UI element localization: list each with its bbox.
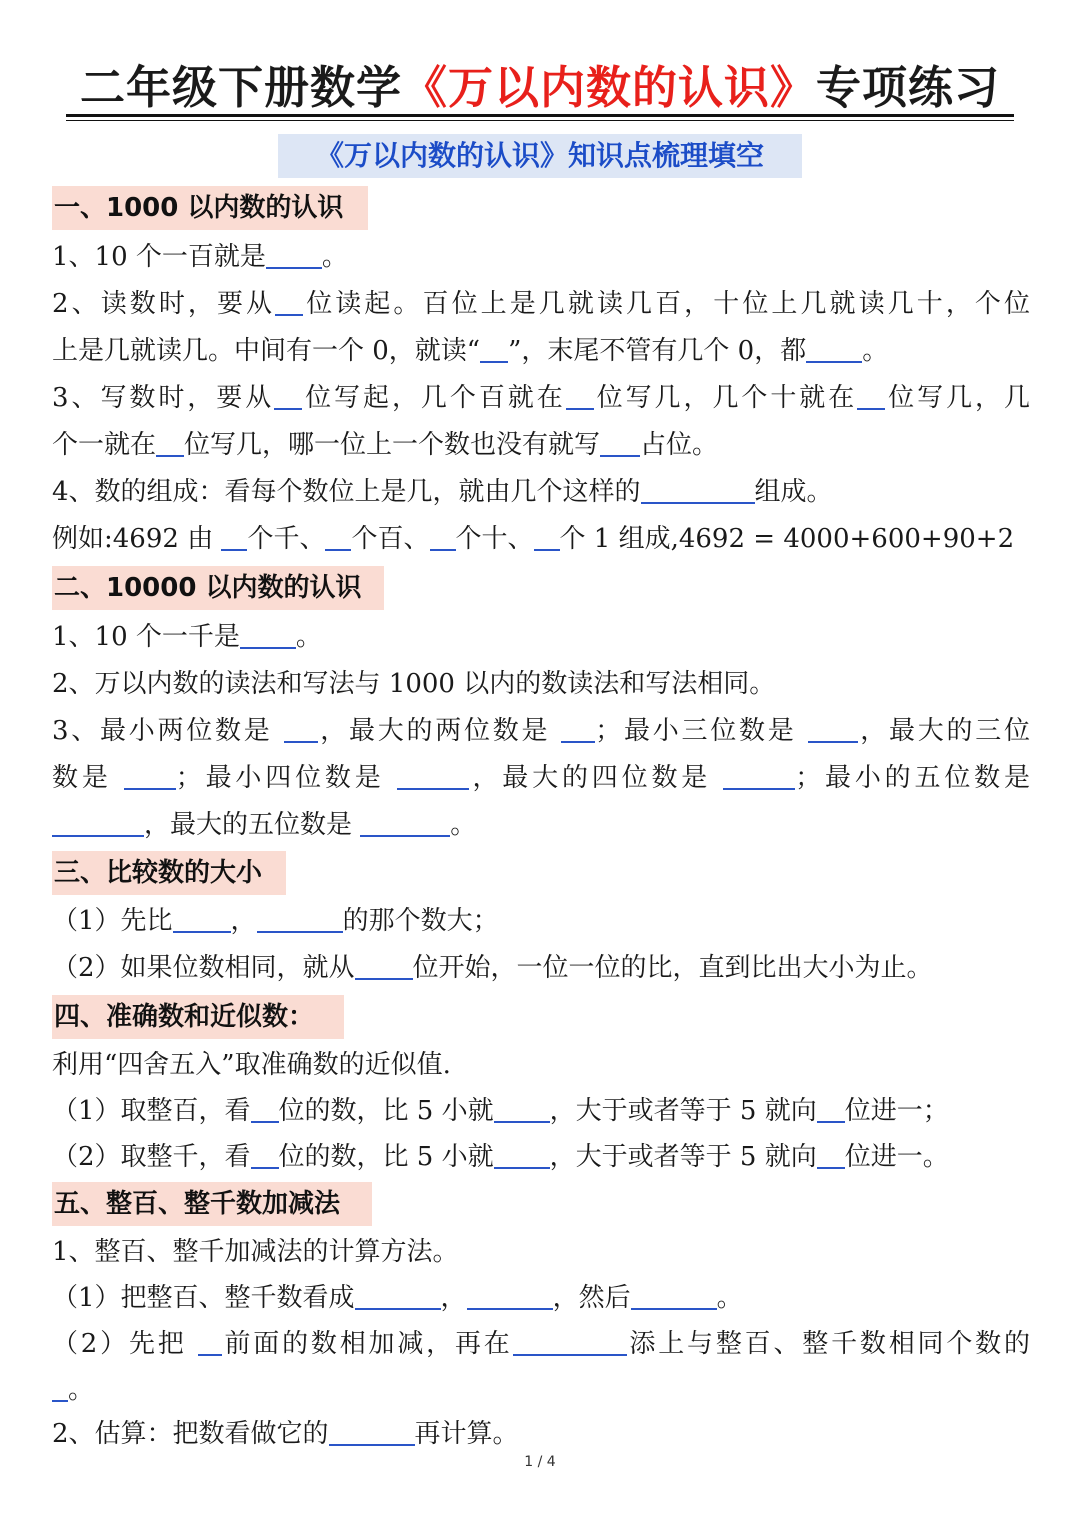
blank (561, 715, 595, 743)
blank (355, 1282, 441, 1310)
blank (329, 1418, 415, 1446)
blank (275, 288, 303, 316)
blank (274, 382, 302, 410)
s1-line-2: 2、读数时，要从 位读起。百位上是几就读几百，十位上几就读几十，个位 (52, 289, 1030, 319)
blank (641, 476, 755, 504)
s3-line-1: （1）先比 ， 的那个数大； (52, 906, 499, 936)
s3-line-2: （2）如果位数相同，就从 位开始，一位一位的比，直到比出大小为止。 (52, 953, 933, 983)
title-rule-thick (66, 114, 1014, 117)
s4-line-1: 利用“四舍五入”取准确数的近似值. (52, 1050, 451, 1080)
blank (600, 429, 640, 457)
title-rule-thin (66, 120, 1014, 121)
s5-line-2: （1）把整百、整千数看成 ， ，然后 。 (52, 1283, 743, 1313)
blank (251, 1095, 279, 1123)
blank (397, 762, 469, 790)
s4-line-2: （1）取整百，看 位的数，比 5 小就 ，大于或者等于 5 就向 位进一； (52, 1096, 949, 1126)
blank (631, 1282, 717, 1310)
subtitle: 《万以内数的认识》知识点梳理填空 (278, 134, 802, 178)
s2-line-2: 2、万以内数的读法和写法与 1000 以内的数读法和写法相同。 (52, 669, 776, 699)
section-heading-3: 三、比较数的大小 (52, 851, 286, 895)
blank (284, 715, 318, 743)
s1-line-3: 上是几就读几。中间有一个 0，就读“ ”，末尾不管有几个 0，都 。 (52, 336, 889, 366)
blank (857, 382, 885, 410)
blank (480, 335, 508, 363)
blank (723, 762, 795, 790)
blank (808, 715, 858, 743)
page-title (66, 58, 1014, 118)
blank (494, 1095, 550, 1123)
s4-line-3: （2）取整千，看 位的数，比 5 小就 ，大于或者等于 5 就向 位进一。 (52, 1142, 949, 1172)
section-heading-5: 五、整百、整千数加减法 (52, 1182, 372, 1226)
s2-line-5: ，最大的五位数是 。 (52, 801, 1030, 849)
blank (494, 1141, 550, 1169)
section-heading-2: 二、10000 以内数的认识 (52, 566, 384, 610)
blank (817, 1095, 845, 1123)
blank (817, 1141, 845, 1169)
title-topic: 《万以内数的认识》 (401, 61, 816, 114)
blank (240, 621, 296, 649)
s1-line-1: 1、10 个一百就是 。 (52, 242, 348, 272)
title-grade: 二年级下册数学 (79, 61, 402, 114)
blank (566, 382, 594, 410)
blank (806, 335, 862, 363)
blank (325, 523, 351, 551)
title-suffix: 专项练习 (816, 61, 1001, 114)
s1-line-4: 3、写数时，要从 位写起，几个百就在 位写几，几个十就在 位写几，几 (52, 383, 1030, 413)
s5-line-3: （2）先把 前面的数相加减，再在 添上与整百、整千数相同个数的 (52, 1329, 1030, 1359)
s2-line-3: 3、最小两位数是 ，最大的两位数是 ；最小三位数是 ，最大的三位 (52, 716, 1030, 746)
section-heading-4: 四、准确数和近似数： (52, 995, 344, 1039)
blank (124, 762, 176, 790)
blank (221, 523, 247, 551)
blank (467, 1282, 553, 1310)
blank (251, 1141, 279, 1169)
page-number: 1 / 4 (524, 1454, 556, 1470)
s1-line-7: 例如:4692 由 个千、 个百、 个十、 个 1 组成,4692 = 4000+600+90+2 (52, 524, 1015, 554)
blank (534, 523, 560, 551)
s5-line-5: 2、估算：把数看做它的 再计算。 (52, 1419, 519, 1449)
blank (266, 241, 322, 269)
blank (257, 905, 343, 933)
blank (198, 1328, 222, 1356)
blank (173, 905, 231, 933)
s2-line-1: 1、10 个一千是 。 (52, 622, 322, 652)
blank (360, 809, 450, 837)
blank (52, 1374, 68, 1402)
blank (430, 523, 456, 551)
blank (355, 952, 413, 980)
s1-line-6: 4、数的组成：看每个数位上是几，就由几个这样的 组成。 (52, 477, 833, 507)
blank (52, 809, 144, 837)
s1-line-5: 个一就在 位写几，哪一位上一个数也没有就写 占位。 (52, 430, 719, 460)
blank (513, 1328, 627, 1356)
blank (156, 429, 184, 457)
s2-line-4: 数是 ；最小四位数是 ，最大的四位数是 ；最小的五位数是 (52, 763, 1030, 793)
s5-line-4: 。 (52, 1366, 1030, 1414)
s5-line-1: 1、整百、整千加减法的计算方法。 (52, 1237, 459, 1267)
section-heading-1: 一、1000 以内数的认识 (52, 186, 368, 230)
